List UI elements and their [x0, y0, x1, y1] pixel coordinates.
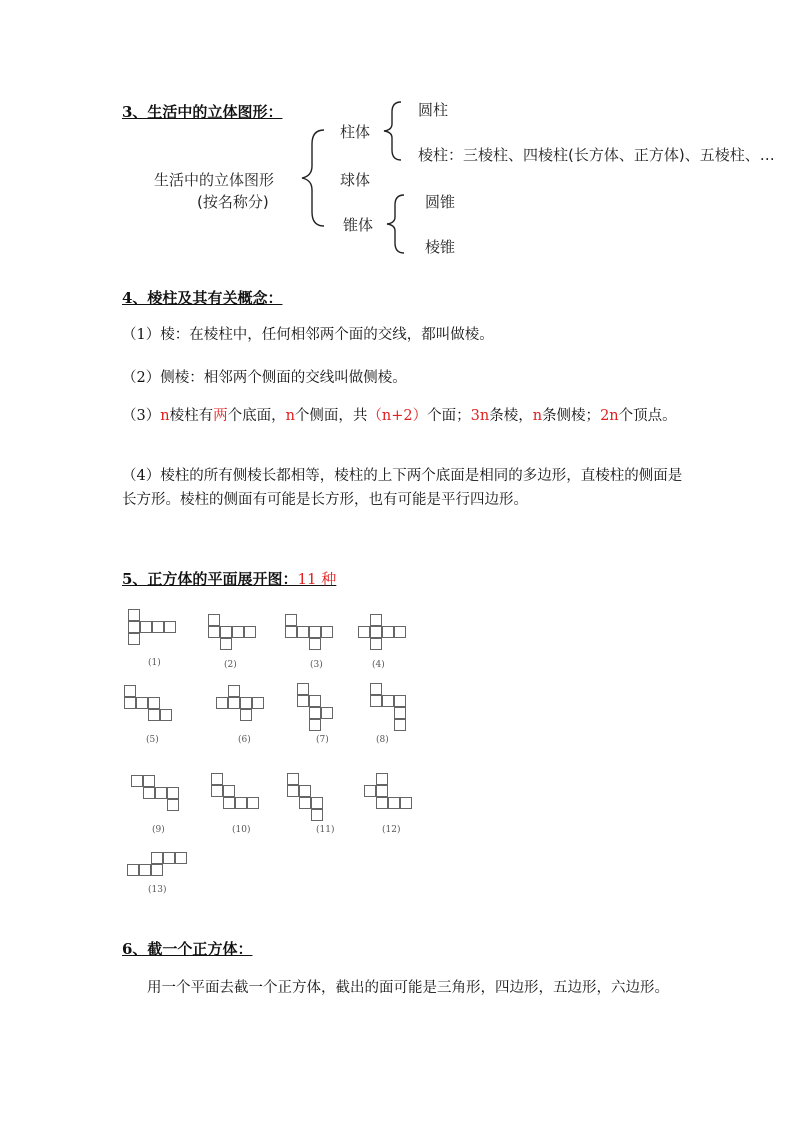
section6-p1: 用一个平面去截一个正方体，截出的面可能是三角形，四边形，五边形，六边形。 — [147, 980, 669, 996]
net-label: (8) — [376, 735, 389, 745]
net-square — [299, 785, 311, 797]
tree-lengzhu: 棱柱：三棱柱、四棱柱(长方体、正方体)、五棱柱、… — [418, 146, 775, 164]
section3-heading: 3、生活中的立体图形： — [122, 103, 283, 121]
net-square — [152, 621, 164, 633]
tree-yuanzhui: 圆锥 — [425, 193, 456, 211]
net-square — [370, 683, 382, 695]
net-label: (6) — [238, 735, 251, 745]
net-square — [124, 685, 136, 697]
net-square — [370, 695, 382, 707]
section5-heading: 5、正方体的平面展开图：11 种 — [122, 570, 337, 588]
net-square — [208, 626, 220, 638]
section4-p4: （4）棱柱的所有侧棱长都相等，棱柱的上下两个底面是相同的多边形，直棱柱的侧面是长方形。棱柱的侧面有可能是长方形，也有可能是平行四边形。 — [122, 468, 683, 508]
section4-heading: 4、棱柱及其有关概念： — [122, 289, 283, 307]
net-square — [376, 797, 388, 809]
net-square — [136, 697, 148, 709]
net-square — [321, 626, 333, 638]
tree-yuanzhu: 圆柱 — [418, 101, 449, 119]
net-square — [358, 626, 370, 638]
net-square — [164, 621, 176, 633]
section4-p3: （3）n棱柱有两个底面，n个侧面，共（n+2）个面；3n条棱，n条侧棱；2n个顶点。 — [122, 408, 677, 424]
net-square — [228, 685, 240, 697]
tree-root-sublabel: (按名称分) — [197, 193, 269, 211]
net-square — [394, 707, 406, 719]
net-square — [382, 695, 394, 707]
net-square — [216, 697, 228, 709]
net-square — [364, 785, 376, 797]
net-label: (10) — [232, 825, 251, 835]
net-square — [285, 626, 297, 638]
net-square — [143, 775, 155, 787]
net-label: (9) — [152, 825, 165, 835]
section4-p2: （2）侧棱：相邻两个侧面的交线叫做侧棱。 — [122, 370, 407, 386]
net-square — [167, 787, 179, 799]
net-square — [232, 626, 244, 638]
tree-zhuti: 柱体 — [340, 123, 371, 141]
net-square — [208, 614, 220, 626]
net-square — [321, 707, 333, 719]
net-square — [235, 797, 247, 809]
net-label: (13) — [148, 885, 167, 895]
net-square — [287, 785, 299, 797]
net-square — [139, 864, 151, 876]
net-square — [400, 797, 412, 809]
tree-zhuiti: 锥体 — [343, 216, 374, 234]
zhuti-brace-icon — [380, 100, 404, 162]
net-square — [370, 614, 382, 626]
net-square — [143, 787, 155, 799]
net-square — [285, 614, 297, 626]
main-brace-icon — [298, 128, 328, 228]
net-label: (4) — [372, 660, 385, 670]
net-square — [163, 852, 175, 864]
net-label: (1) — [148, 658, 161, 668]
net-square — [311, 809, 323, 821]
net-label: (5) — [146, 735, 159, 745]
net-square — [167, 799, 179, 811]
net-square — [311, 797, 323, 809]
net-label: (11) — [316, 825, 335, 835]
net-square — [376, 773, 388, 785]
net-square — [211, 785, 223, 797]
net-label: (3) — [310, 660, 323, 670]
net-square — [252, 697, 264, 709]
net-square — [394, 719, 406, 731]
net-square — [370, 626, 382, 638]
net-square — [155, 787, 167, 799]
net-square — [127, 864, 139, 876]
net-square — [382, 626, 394, 638]
net-square — [128, 621, 140, 633]
net-square — [175, 852, 187, 864]
tree-lengzhui: 棱锥 — [425, 238, 456, 256]
net-square — [160, 709, 172, 721]
tree-qiuti: 球体 — [340, 171, 371, 189]
net-square — [299, 797, 311, 809]
net-square — [124, 697, 136, 709]
net-square — [376, 785, 388, 797]
net-square — [247, 797, 259, 809]
net-square — [148, 697, 160, 709]
net-square — [287, 773, 299, 785]
net-square — [370, 638, 382, 650]
net-square — [151, 864, 163, 876]
net-square — [128, 633, 140, 645]
net-square — [240, 697, 252, 709]
net-square — [128, 609, 140, 621]
net-square — [223, 785, 235, 797]
net-label: (12) — [382, 825, 401, 835]
net-square — [388, 797, 400, 809]
net-square — [148, 709, 160, 721]
net-square — [228, 697, 240, 709]
net-square — [151, 852, 163, 864]
net-square — [309, 638, 321, 650]
net-square — [394, 626, 406, 638]
section6-heading: 6、截一个正方体： — [122, 940, 253, 958]
net-square — [140, 621, 152, 633]
net-square — [220, 626, 232, 638]
net-square — [309, 626, 321, 638]
net-label: (2) — [224, 660, 237, 670]
net-square — [309, 695, 321, 707]
section4-p1: （1）棱：在棱柱中，任何相邻两个面的交线，都叫做棱。 — [122, 327, 494, 343]
net-square — [309, 707, 321, 719]
net-square — [223, 797, 235, 809]
net-square — [297, 683, 309, 695]
net-square — [220, 638, 232, 650]
net-square — [309, 719, 321, 731]
net-square — [240, 709, 252, 721]
net-square — [297, 695, 309, 707]
net-square — [244, 626, 256, 638]
net-square — [211, 773, 223, 785]
net-label: (7) — [316, 735, 329, 745]
net-square — [297, 626, 309, 638]
net-square — [131, 775, 143, 787]
net-square — [394, 695, 406, 707]
tree-root-label: 生活中的立体图形 — [154, 171, 275, 189]
zhuiti-brace-icon — [383, 193, 407, 255]
